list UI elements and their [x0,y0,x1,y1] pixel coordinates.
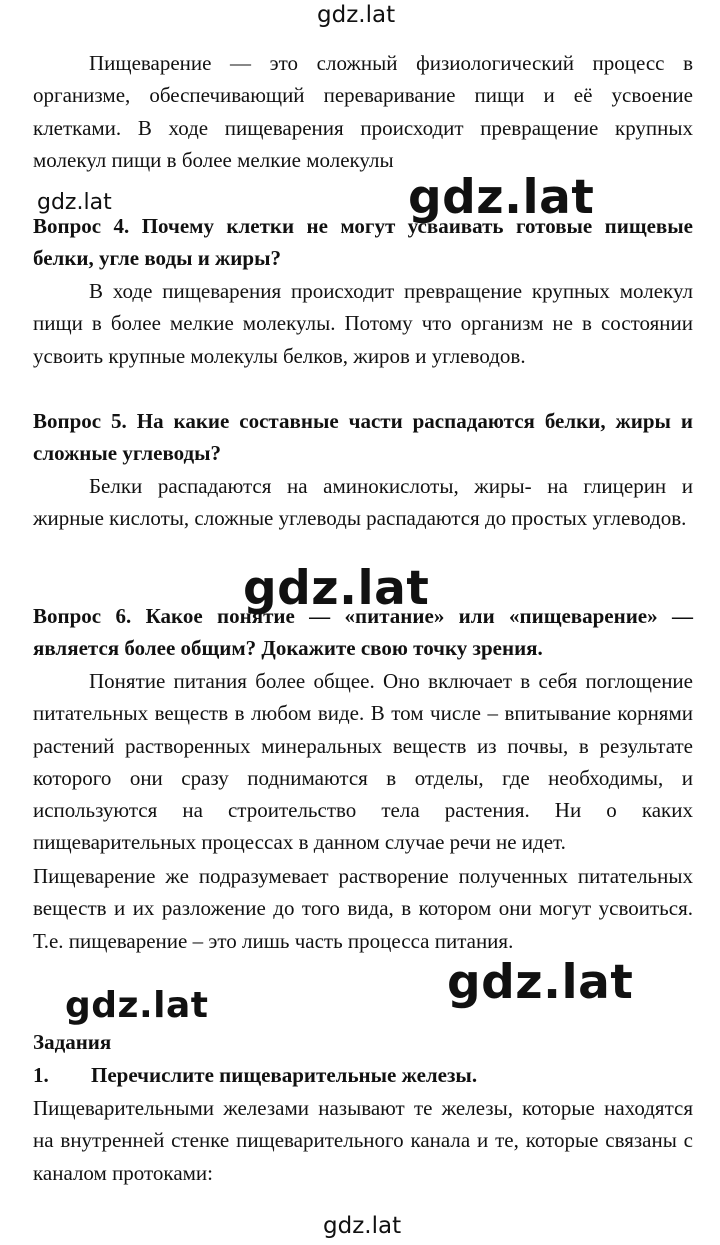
watermark-large-4: gdz.lat [65,985,209,1026]
answer-6-paragraph-1: Понятие питания более общее. Оно включает в себя поглощение питательных веществ в любом виде. В том числе – впитывание корнями растений растворенных минеральных веществ из почвы, в результате которого они сразу поднимаются в отделы, где необходимы, и используются на строительство тела растения. Ни о каких пищеварительных процессах в данном случае речи не идет. [33,669,693,855]
question-6: Вопрос 6. Какое понятие — «питание» или «пищеварение» — является более общим? Докажите свою точку зрения. [33,604,693,661]
watermark-large-2: gdz.lat [243,561,430,616]
tasks-heading: Задания [33,1030,112,1054]
answer-4: В ходе пищеварения происходит превращение крупных молекул пищи в более мелкие молекулы. Потому что организм не в состоянии усвоить крупные молекулы белков, жиров и углеводов. [33,279,693,368]
watermark-large-3: gdz.lat [447,955,634,1010]
watermark-left: gdz.lat [37,190,112,215]
watermark-large-1: gdz.lat [408,170,595,225]
watermark-top: gdz.lat [317,2,396,28]
watermark-bottom: gdz.lat [323,1213,402,1239]
answer-6-paragraph-2: Пищеварение же подразумевает растворение полученных питательных веществ и их разложение до того вида, в котором они могут усвоиться. Т.е. пищеварение – это лишь часть процесса питания. [33,864,693,953]
task-1-answer: Пищеварительными железами называют те железы, которые находятся на внутренней стенке пищеварительного канала и те, которые связаны с каналом протоками: [33,1096,693,1185]
task-1-title-line [33,1059,693,1091]
task-1-title: Перечислите пищеварительные железы. [91,1063,478,1087]
question-5: Вопрос 5. На какие составные части распадаются белки, жиры и сложные углеводы? [33,409,693,466]
task-1-number: 1. [33,1063,49,1087]
answer-5: Белки распадаются на аминокислоты, жиры- на глицерин и жирные кислоты, сложные углеводы распадаются до простых углеводов. [33,474,693,531]
intro-paragraph: Пищеварение — это сложный физиологический процесс в организме, обеспечивающий переваривание пищи и её усвоение клетками. В ходе пищеварения происходит превращение крупных молекул пищи в более мелкие молекулы [33,51,693,172]
question-4: Вопрос 4. Почему клетки не могут усваивать готовые пищевые белки, угле воды и жиры? [33,214,693,271]
